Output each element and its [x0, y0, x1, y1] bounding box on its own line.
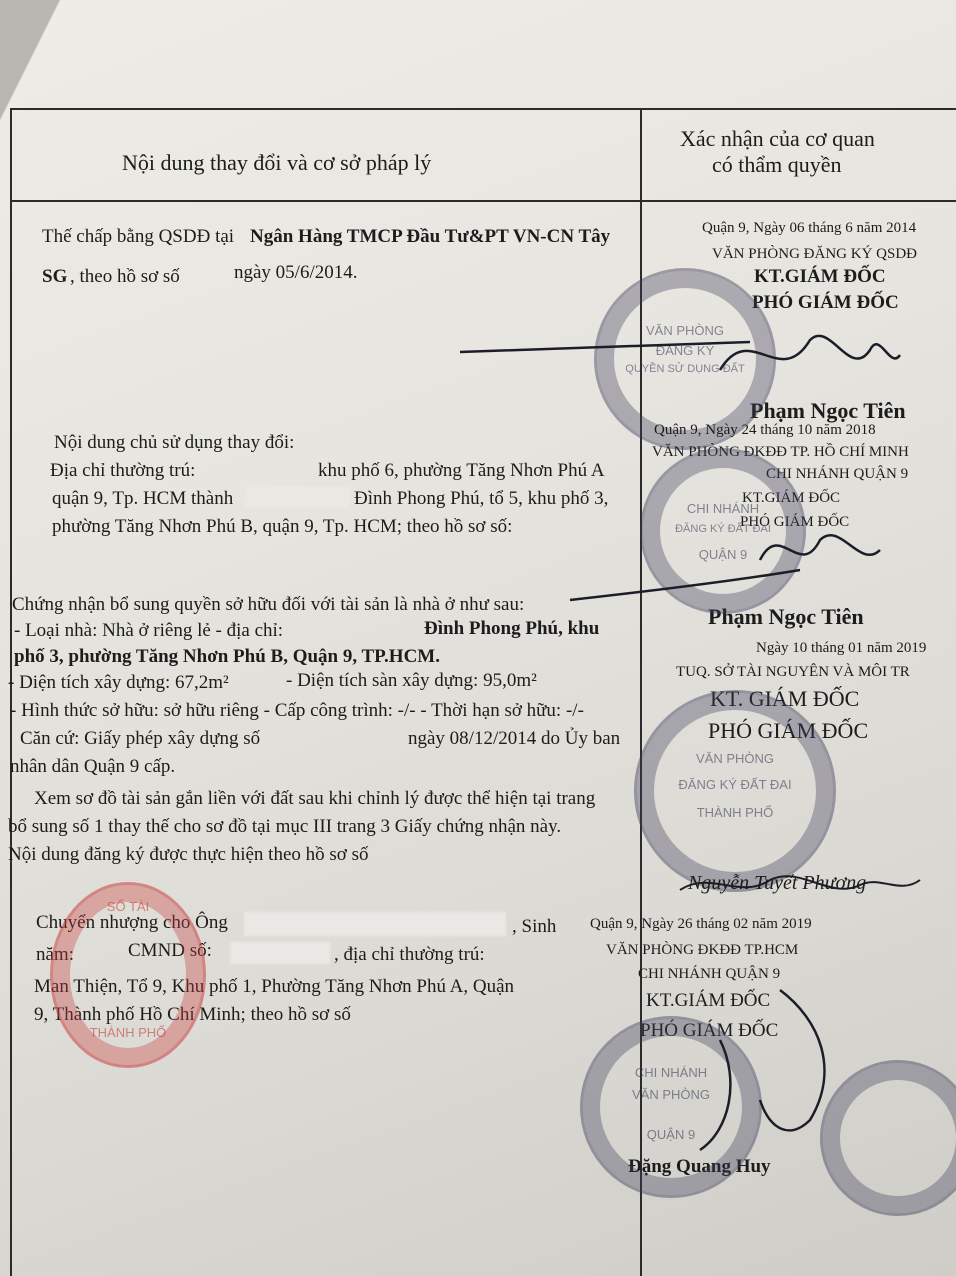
- entry1-signer: Phạm Ngọc Tiên: [750, 398, 906, 423]
- stamp-text: QUẬN 9: [646, 1127, 696, 1142]
- stamp-text: ĐĂNG KÝ ĐẤT ĐAI: [675, 523, 771, 535]
- entry3-line2b: Đình Phong Phú, khu: [424, 618, 600, 639]
- stamp-text: ĐĂNG KÝ ĐẤT ĐAI: [678, 777, 792, 792]
- stamp-text: QUYỀN SỬ DỤNG ĐẤT: [625, 363, 745, 375]
- entry4-line1a: Chuyển nhượng cho Ông: [36, 912, 228, 933]
- stamp-text: ĐĂNG KÝ: [655, 343, 715, 358]
- entry1-line1a: Thế chấp bằng QSDĐ tại: [42, 226, 235, 247]
- entry4-office2: CHI NHÁNH QUẬN 9: [638, 966, 781, 982]
- entry1-role2: PHÓ GIÁM ĐỐC: [752, 292, 899, 313]
- entry3-signer: Nguyễn Tuyết Phương: [688, 872, 867, 894]
- entry1-signature: [420, 300, 920, 420]
- entry3-role1: KT. GIÁM ĐỐC: [710, 686, 860, 711]
- entry3-role2: PHÓ GIÁM ĐỐC: [708, 718, 869, 743]
- entry3-line4b: - Diện tích sàn xây dựng: 95,0m²: [286, 670, 537, 691]
- stamp-text: VĂN PHÒNG: [695, 751, 774, 766]
- entry2-line3a: quận 9, Tp. HCM thành: [52, 488, 234, 509]
- page-fold-shadow: [0, 0, 60, 120]
- stamp-text: SỐ TÀI: [106, 899, 150, 914]
- right-column-title-line2: có thẩm quyền: [712, 152, 842, 177]
- redaction: [245, 486, 350, 508]
- entry4-line3: Man Thiện, Tổ 9, Khu phố 1, Phường Tăng Nhơn Phú A, Quận: [34, 976, 515, 997]
- entry3-line3: phố 3, phường Tăng Nhơn Phú B, Quận 9, TP.HCM.: [14, 646, 440, 667]
- entry3-line8: Xem sơ đồ tài sản gắn liền với đất sau khi chỉnh lý được thể hiện tại trang: [34, 788, 596, 809]
- entry1-line2c: ngày 05/6/2014.: [234, 262, 358, 283]
- stamp-text: CHI NHÁNH: [634, 1065, 708, 1080]
- entry3-line6b: ngày 08/12/2014 do Ủy ban: [408, 728, 621, 749]
- entry4-line2c: , địa chỉ thường trú:: [334, 944, 485, 965]
- entry3-line2a: - Loại nhà: Nhà ở riêng lẻ - địa chỉ:: [14, 620, 284, 641]
- entry3-line9: bổ sung số 1 thay thế cho sơ đồ tại mục III trang 3 Giấy chứng nhận này.: [8, 816, 562, 837]
- stamp-text: QUẬN 9: [698, 547, 748, 562]
- entry3-line1: Chứng nhận bổ sung quyền sở hữu đối với tài sản là nhà ở như sau:: [12, 594, 525, 615]
- entry2-signature: [560, 500, 940, 620]
- entry2-office2: CHI NHÁNH QUẬN 9: [766, 466, 909, 482]
- entry1-role1: KT.GIÁM ĐỐC: [754, 266, 886, 287]
- entry4-line1b: , Sinh: [512, 916, 557, 937]
- entry4-signer: Đặng Quang Huy: [628, 1156, 771, 1177]
- entry2-line2a: Địa chỉ thường trú:: [50, 460, 196, 481]
- entry3-line7: nhân dân Quận 9 cấp.: [10, 756, 176, 777]
- stamp-text: VĂN PHÒNG: [631, 1087, 710, 1102]
- entry1-office: VĂN PHÒNG ĐĂNG KÝ QSDĐ: [712, 246, 918, 262]
- entry3-line6a: Căn cứ: Giấy phép xây dựng số: [20, 728, 261, 749]
- entry2-line1: Nội dung chủ sử dụng thay đổi:: [54, 432, 295, 453]
- entry1-bank: Ngân Hàng TMCP Đầu Tư&PT VN-CN Tây: [250, 226, 611, 247]
- entry4-signature: [660, 980, 880, 1160]
- entry4-office1: VĂN PHÒNG ĐKĐĐ TP.HCM: [606, 942, 799, 958]
- entry4-date: Quận 9, Ngày 26 tháng 02 năm 2019: [590, 916, 812, 932]
- entry2-date: Quận 9, Ngày 24 tháng 10 năm 2018: [654, 422, 876, 438]
- entry4-line4: 9, Thành phố Hồ Chí Minh; theo hồ sơ số: [34, 1004, 351, 1025]
- right-column-title-line1: Xác nhận của cơ quan: [680, 126, 875, 151]
- entry3-line4a: - Diện tích xây dựng: 67,2m²: [8, 672, 229, 693]
- entry3-line5: - Hình thức sở hữu: sở hữu riêng - Cấp công trình: -/- - Thời hạn sở hữu: -/-: [10, 700, 584, 721]
- stamp-text: CHI NHÁNH: [686, 501, 760, 516]
- entry3-date: Ngày 10 tháng 01 năm 2019: [756, 640, 927, 656]
- entry1-line2b: , theo hồ sơ số: [70, 266, 180, 287]
- entry2-line3b: Đình Phong Phú, tổ 5, khu phố 3,: [354, 488, 609, 509]
- stamp-text: THÀNH PHỐ: [89, 1025, 167, 1040]
- entry3-line10: Nội dung đăng ký được thực hiện theo hồ sơ số: [8, 844, 369, 865]
- entry4-line2a: năm:: [36, 944, 74, 965]
- redaction: [230, 942, 330, 964]
- entry2-role2: PHÓ GIÁM ĐỐC: [740, 514, 850, 530]
- redaction: [244, 912, 506, 936]
- left-column-title: Nội dung thay đổi và cơ sở pháp lý: [122, 150, 432, 175]
- entry3-office: TUQ. SỞ TÀI NGUYÊN VÀ MÔI TR: [676, 664, 910, 680]
- entry2-office1: VĂN PHÒNG ĐKĐĐ TP. HỒ CHÍ MINH: [652, 444, 909, 460]
- header-divider: [10, 200, 956, 202]
- stamp-text: THÀNH PHỐ: [696, 805, 774, 820]
- red-round-stamp: [50, 882, 206, 1068]
- entry4-line2b: CMND số:: [128, 940, 212, 961]
- entry2-signer: Phạm Ngọc Tiên: [708, 604, 864, 629]
- entry1-date: Quận 9, Ngày 06 tháng 6 năm 2014: [702, 220, 917, 236]
- entry2-line4: phường Tăng Nhơn Phú B, quận 9, Tp. HCM; theo hồ sơ số:: [52, 516, 513, 537]
- entry2-role1: KT.GIÁM ĐỐC: [742, 490, 841, 506]
- entry4-role1: KT.GIÁM ĐỐC: [646, 990, 771, 1011]
- entry2-line2b: khu phố 6, phường Tăng Nhơn Phú A: [318, 460, 605, 481]
- stamp-text: VĂN PHÒNG: [645, 323, 724, 338]
- entry1-line2a: SG: [42, 266, 68, 287]
- entry4-role2: PHÓ GIÁM ĐỐC: [640, 1020, 779, 1041]
